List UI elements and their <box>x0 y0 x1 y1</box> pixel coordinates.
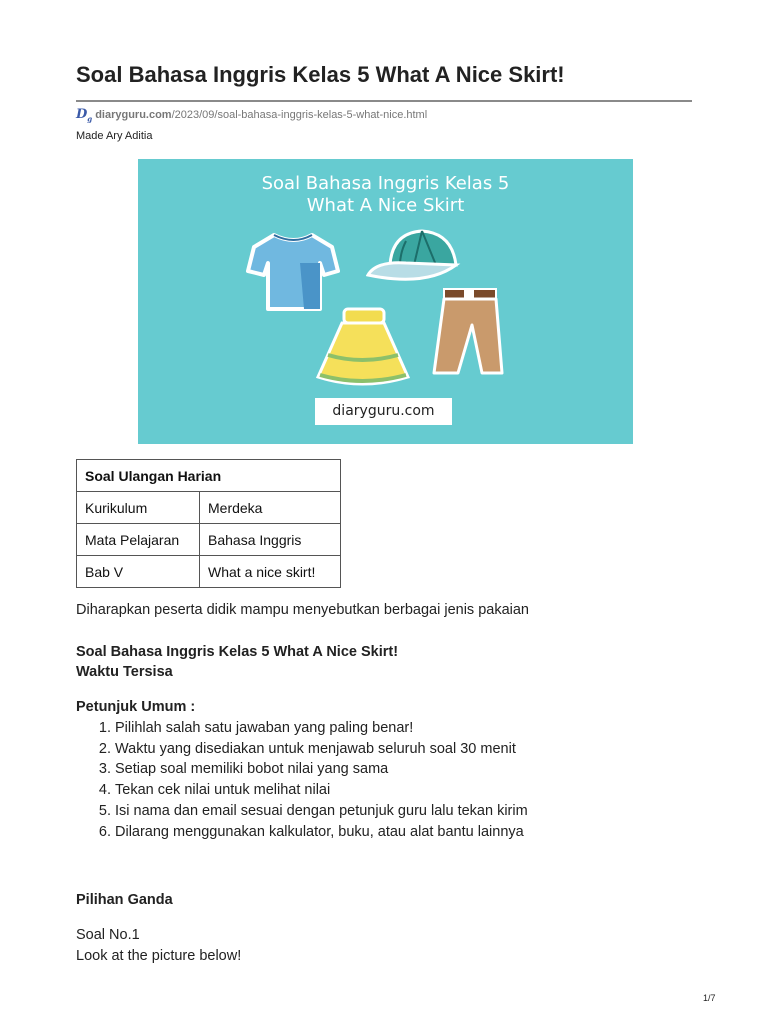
question-text: Look at the picture below! <box>76 948 242 964</box>
list-item: 4. Tekan cek nilai untuk melihat nilai <box>115 780 528 801</box>
cap-icon <box>366 227 462 289</box>
trousers-icon <box>428 285 508 379</box>
source-domain[interactable]: diaryguru.com <box>95 109 172 122</box>
list-item: 5. Isi nama dan email sesuai dengan petunjuk guru lalu tekan kirim <box>115 801 528 822</box>
table-cell: Bahasa Inggris <box>200 524 341 556</box>
source-path[interactable]: /2023/09/soal-bahasa-inggris-kelas-5-what-nice.html <box>171 109 428 122</box>
instructions-list <box>76 718 528 842</box>
list-item: 3. Setiap soal memiliki bobot nilai yang sama <box>115 759 528 780</box>
intro-paragraph: Diharapkan peserta didik mampu menyebutkan berbagai jenis pakaian <box>76 602 529 618</box>
table-cell: Mata Pelajaran <box>77 524 200 556</box>
list-item: 1. Pilihlah salah satu jawaban yang paling benar! <box>115 718 528 739</box>
list-item: 6. Dilarang menggunakan kalkulator, buku, atau alat bantu lainnya <box>115 822 528 843</box>
list-item: 2. Waktu yang disediakan untuk menjawab seluruh soal 30 menit <box>115 739 528 760</box>
page-number: 1/7 <box>703 993 716 1003</box>
cover-image <box>138 159 633 444</box>
table-row <box>77 556 341 588</box>
table-cell: Kurikulum <box>77 492 200 524</box>
section-heading: Pilihan Ganda <box>76 892 173 908</box>
skirt-icon <box>312 305 414 393</box>
table-row <box>77 524 341 556</box>
title-divider <box>76 100 692 102</box>
source-link[interactable] <box>76 107 427 124</box>
table-header: Soal Ulangan Harian <box>77 460 341 492</box>
table-row <box>77 492 341 524</box>
table-cell: Bab V <box>77 556 200 588</box>
t-shirt-icon <box>244 229 340 315</box>
table-cell: Merdeka <box>200 492 341 524</box>
author-name: Made Ary Aditia <box>76 130 153 142</box>
page-title: Soal Bahasa Inggris Kelas 5 What A Nice Skirt! <box>76 62 565 87</box>
quiz-title: Soal Bahasa Inggris Kelas 5 What A Nice Skirt! <box>76 644 399 660</box>
cover-site-label: diaryguru.com <box>315 398 452 425</box>
info-table <box>76 459 341 588</box>
instructions-heading: Petunjuk Umum : <box>76 699 196 715</box>
timer-label: Waktu Tersisa <box>76 664 173 680</box>
question-label: Soal No.1 <box>76 927 140 943</box>
table-header-row <box>77 460 341 492</box>
cover-title: Soal Bahasa Inggris Kelas 5 What A Nice Skirt <box>261 173 510 216</box>
diaryguru-logo-icon: $D_g$ <box>76 107 93 124</box>
table-cell: What a nice skirt! <box>200 556 341 588</box>
